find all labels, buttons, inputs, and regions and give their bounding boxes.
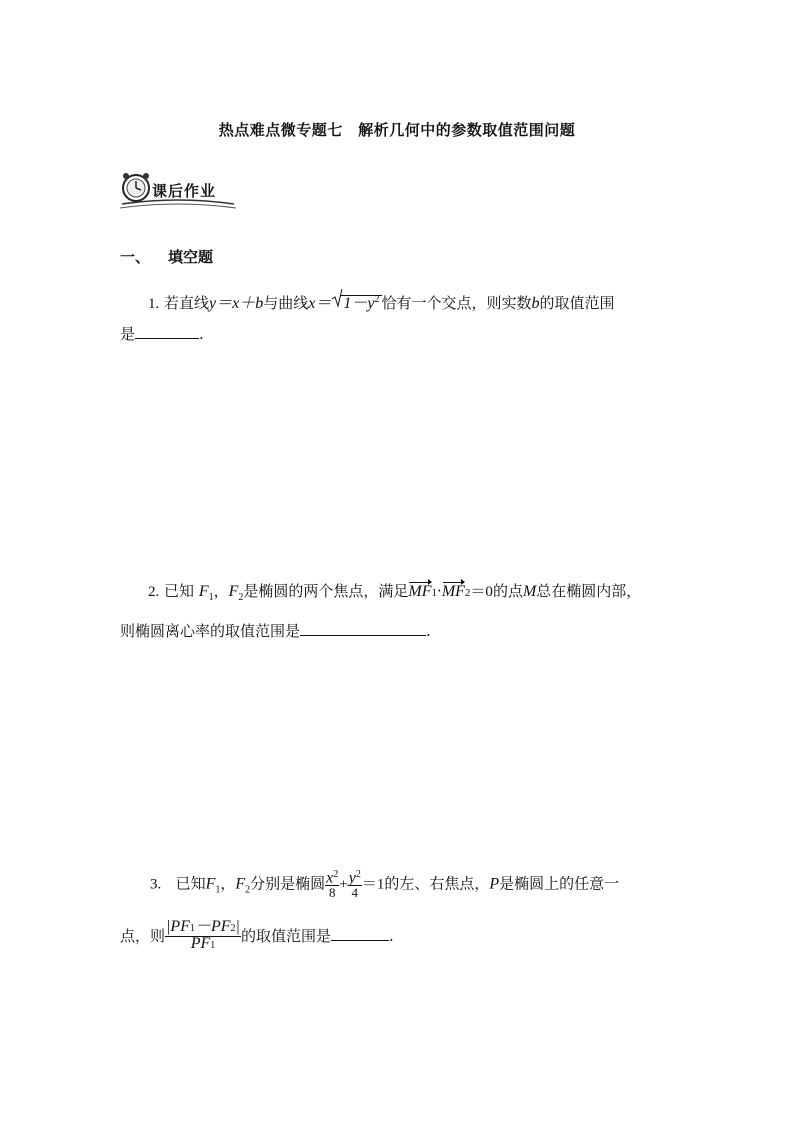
point-p: P [489, 875, 500, 893]
question-1-line-1 [148, 290, 615, 313]
sqrt-expression [331, 290, 381, 313]
question-3-line-1 [150, 868, 619, 900]
numerator-part: |PF [166, 918, 190, 935]
fraction-exponent: 2 [333, 869, 339, 880]
q2-text: 已知 [164, 582, 195, 600]
numerator-part: －PF [194, 918, 231, 935]
q1-variable: b [531, 295, 540, 312]
vector-mf2-sub: 2 [464, 587, 471, 599]
q1-text: 若直线 [164, 294, 210, 312]
numerator-sub: 2 [230, 923, 236, 934]
vector-mf1-sub: 1 [431, 587, 438, 599]
q3-comma: ， [220, 874, 236, 893]
fraction-exponent: 2 [355, 869, 361, 880]
denominator-part: PF [190, 935, 211, 952]
plus-sign: + [339, 876, 348, 893]
section-label: 填空题 [168, 248, 214, 266]
badge-label: 课后作业 [152, 182, 217, 200]
answer-blank-2[interactable] [300, 623, 426, 636]
fraction-denominator: 4 [348, 885, 362, 900]
q1-curve-equation: x＝ [308, 295, 332, 312]
focus-f1: F [205, 875, 216, 893]
numerator-part: | [235, 918, 240, 935]
q1-period: . [199, 325, 204, 343]
answer-blank-3[interactable] [331, 928, 389, 941]
page-title: 热点难点微专题七 解析几何中的参数取值范围问题 [218, 121, 576, 139]
section-heading [120, 246, 213, 267]
fraction-numerator: y [348, 869, 356, 887]
focus-f1-sub: 1 [208, 592, 214, 603]
question-3-number: 3. [150, 876, 162, 893]
answer-blank-1[interactable] [135, 326, 199, 339]
q3-period: . [388, 927, 394, 945]
section-number: 一、 [120, 248, 151, 266]
q2-comma: ， [213, 582, 229, 600]
question-2-number: 2. [148, 584, 160, 600]
focus-f2: F [228, 583, 239, 600]
q3-text: 点，则 [120, 927, 166, 945]
focus-f1-sub: 1 [215, 884, 221, 896]
q2-text: 是椭圆的两个焦点，满足 [243, 582, 409, 600]
q2-text: 总在椭圆内部， [536, 582, 642, 600]
question-1-line-2 [120, 323, 204, 344]
focus-f2-sub: 2 [238, 592, 244, 603]
q2-text: 则椭圆离心率的取值范围是 [120, 622, 301, 640]
fraction-y2-over-4 [348, 868, 362, 900]
homework-badge [118, 170, 238, 214]
q1-text: 与曲线 [263, 294, 309, 312]
focus-f2: F [235, 875, 246, 893]
question-2-line-1 [148, 580, 641, 603]
question-3-line-2 [120, 920, 394, 953]
vector-mf2: MF [441, 583, 465, 600]
q1-text: 的取值范围 [539, 294, 615, 312]
radicand: 1－y [343, 295, 375, 312]
q3-text: 是椭圆上的任意一 [499, 874, 620, 893]
focus-f2-sub: 2 [245, 884, 251, 896]
fraction-x2-over-8 [325, 868, 339, 900]
fraction-pf-ratio [165, 920, 241, 953]
q1-line-equation: y＝x＋b [209, 295, 264, 312]
q1-text: 是 [120, 325, 136, 343]
dot-operator: · [437, 582, 442, 600]
fraction-denominator: 8 [325, 885, 339, 900]
question-2-line-2 [120, 620, 431, 641]
focus-f1: F [198, 583, 209, 600]
numerator-sub: 1 [189, 923, 195, 934]
q2-equals-zero: ＝0 [470, 584, 493, 600]
question-1-number: 1. [148, 296, 160, 312]
q3-text: 的左、右焦点， [384, 874, 490, 893]
vector-mf1: MF [408, 583, 432, 600]
radicand-exponent: 2 [374, 294, 380, 305]
fraction-numerator: x [326, 869, 334, 887]
q1-text: 恰有一个交点，则实数 [381, 294, 532, 312]
q3-equals-one: ＝1 [361, 876, 385, 893]
q3-text: 已知 [175, 874, 206, 893]
point-m: M [522, 583, 537, 600]
q2-period: . [426, 622, 431, 640]
q3-text: 分别是椭圆 [250, 874, 326, 893]
q3-text: 的取值范围是 [240, 927, 331, 945]
q2-text: 的点 [492, 582, 523, 600]
denominator-sub: 1 [210, 940, 216, 951]
